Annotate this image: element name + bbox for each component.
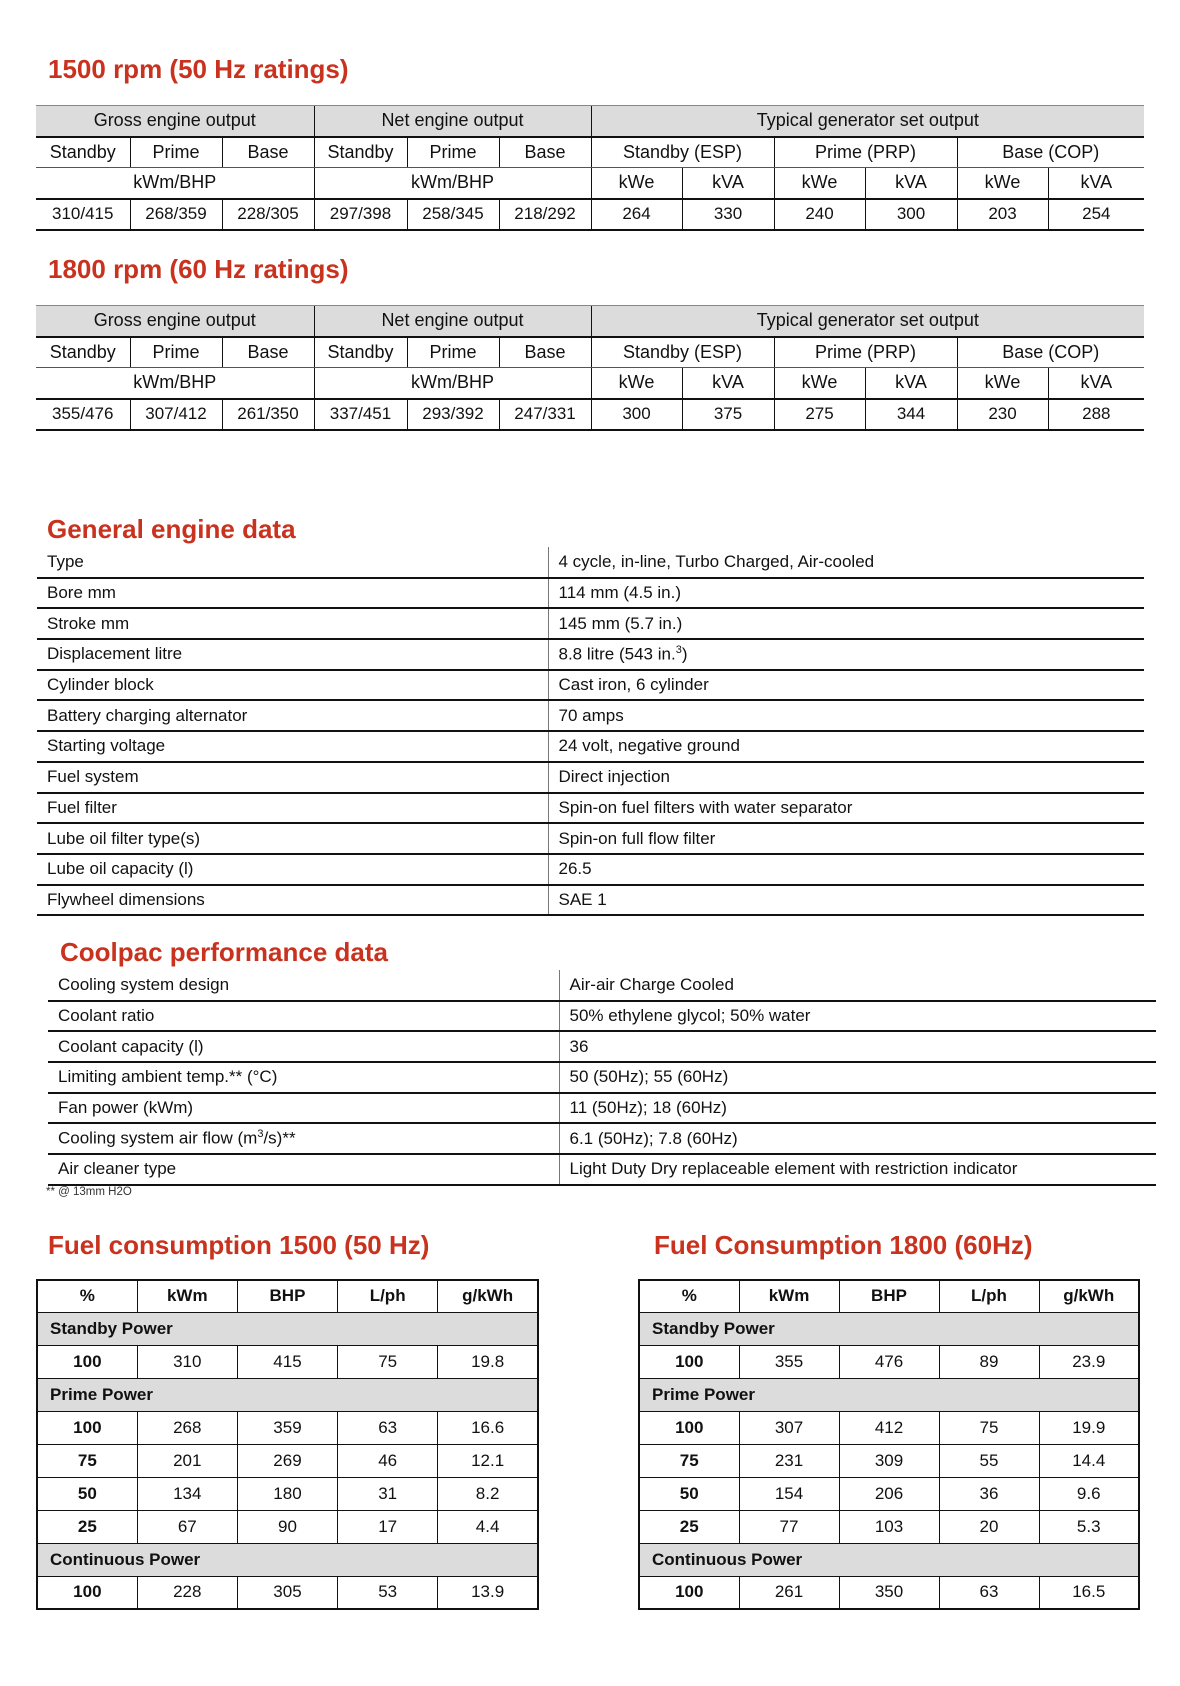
load-percent: 50: [37, 1477, 137, 1510]
spec-value: [548, 731, 1144, 762]
spec-row: [48, 1123, 1156, 1154]
spec-label-text: Limiting ambient temp.** (°C): [58, 1067, 278, 1087]
spec-value-text: 50% ethylene glycol; 50% water: [569, 1006, 811, 1026]
spec-value-text: Spin-on fuel filters with water separator: [558, 797, 853, 817]
spec-value: [548, 547, 1144, 578]
group-header: Net engine output: [314, 306, 591, 337]
rating-value: 218/292: [499, 199, 591, 230]
table-cell: 412: [839, 1411, 939, 1444]
power-section-row: [639, 1312, 1139, 1345]
unit-header: kVA: [865, 168, 957, 199]
spec-label-text: Stroke mm: [47, 613, 130, 633]
column-header: %: [37, 1280, 137, 1312]
load-percent: 25: [639, 1510, 739, 1543]
table-cell: 228: [137, 1576, 237, 1609]
table-cell: 269: [237, 1444, 337, 1477]
spec-value: [548, 578, 1144, 609]
spec-label-text: Battery charging alternator: [47, 705, 248, 725]
table-cell: 154: [739, 1477, 839, 1510]
table-cell: 14.4: [1039, 1444, 1139, 1477]
spec-label: [48, 1123, 559, 1154]
spec-value-text: 70 amps: [558, 705, 624, 725]
spec-row: [37, 854, 1144, 885]
mode-header: Prime: [407, 337, 499, 368]
group-header: Gross engine output: [36, 306, 314, 337]
column-header: g/kWh: [438, 1280, 538, 1312]
spec-row: [48, 1062, 1156, 1093]
spec-value: [548, 762, 1144, 793]
power-section-row: [37, 1378, 538, 1411]
group-header: Net engine output: [314, 106, 591, 137]
spec-value-text: 11 (50Hz); 18 (60Hz): [569, 1098, 727, 1118]
mode-header: Standby: [36, 337, 130, 368]
rating-value: 330: [682, 199, 774, 230]
spec-value: [548, 670, 1144, 701]
spec-label: [37, 854, 548, 885]
table-row: [639, 1345, 1139, 1378]
general-engine-data-table: [37, 547, 1144, 916]
rating-value: 300: [865, 199, 957, 230]
coolpac-title: Coolpac performance data: [60, 937, 388, 967]
rating-value: 293/392: [407, 399, 499, 430]
spec-row: [48, 1001, 1156, 1032]
mode-header: Base: [222, 137, 314, 168]
fuel-60hz-table: [638, 1279, 1140, 1610]
spec-label-text: Flywheel dimensions: [47, 889, 205, 909]
power-section-label: Standby Power: [639, 1312, 1139, 1345]
table-cell: 75: [338, 1345, 438, 1378]
spec-label: [37, 578, 548, 609]
table-cell: 23.9: [1039, 1345, 1139, 1378]
spec-value: [548, 700, 1144, 731]
spec-value-text: Light Duty Dry replaceable element with restriction indicator: [569, 1159, 1018, 1179]
spec-label: [48, 1093, 559, 1124]
spec-row: [48, 1093, 1156, 1124]
spec-value-text: 114 mm (4.5 in.): [558, 583, 682, 603]
rating-value: 258/345: [407, 199, 499, 230]
spec-row: [37, 639, 1144, 670]
rating-value: 375: [682, 399, 774, 430]
spec-label: [37, 608, 548, 639]
unit-header: kVA: [865, 368, 957, 399]
column-header: kWm: [739, 1280, 839, 1312]
table-cell: 180: [237, 1477, 337, 1510]
power-section-row: [639, 1543, 1139, 1576]
table-cell: 12.1: [438, 1444, 538, 1477]
table-row: [639, 1444, 1139, 1477]
spec-label: [48, 970, 559, 1001]
load-percent: 100: [639, 1576, 739, 1609]
spec-value: [548, 793, 1144, 824]
unit-header: kWm/BHP: [314, 168, 591, 199]
spec-value-text: Cast iron, 6 cylinder: [558, 675, 709, 695]
table-cell: 17: [338, 1510, 438, 1543]
spec-row: [37, 547, 1144, 578]
spec-label: [37, 885, 548, 916]
rating-value: 247/331: [499, 399, 591, 430]
unit-header: kWe: [591, 368, 682, 399]
spec-label: [37, 639, 548, 670]
rating-value: 228/305: [222, 199, 314, 230]
load-percent: 100: [37, 1411, 137, 1444]
spec-label: [48, 1154, 559, 1185]
spec-value-text: Spin-on full flow filter: [558, 828, 716, 848]
table-row: [37, 1576, 538, 1609]
table-cell: 20: [939, 1510, 1039, 1543]
group-header: Typical generator set output: [591, 106, 1144, 137]
table-cell: 89: [939, 1345, 1039, 1378]
table-cell: 355: [739, 1345, 839, 1378]
table-cell: 350: [839, 1576, 939, 1609]
mode-header: Base: [499, 337, 591, 368]
superscript: 3: [257, 1128, 264, 1141]
rating-value: 275: [774, 399, 865, 430]
unit-header: kWe: [774, 168, 865, 199]
mode-header: Standby (ESP): [591, 337, 774, 368]
spec-value-text: 24 volt, negative ground: [558, 736, 740, 756]
column-header: L/ph: [338, 1280, 438, 1312]
spec-value-text: 145 mm (5.7 in.): [558, 613, 683, 633]
mode-header: Prime: [130, 337, 222, 368]
spec-label: [37, 700, 548, 731]
spec-label-text: Displacement litre: [47, 644, 183, 664]
unit-header: kVA: [682, 368, 774, 399]
fuel-50hz-title: Fuel consumption 1500 (50 Hz): [48, 1230, 430, 1260]
power-section-label: Prime Power: [37, 1378, 538, 1411]
spec-label: [48, 1001, 559, 1032]
column-header: kWm: [137, 1280, 237, 1312]
spec-label-text: Fan power (kWm): [58, 1098, 194, 1118]
spec-value-text: 36: [569, 1036, 589, 1056]
spec-label-text: Coolant ratio: [58, 1006, 155, 1026]
column-header: %: [639, 1280, 739, 1312]
spec-value: [548, 608, 1144, 639]
spec-value-text: SAE 1: [558, 889, 607, 909]
load-percent: 25: [37, 1510, 137, 1543]
spec-value-text: 26.5: [558, 859, 592, 879]
mode-header: Prime: [407, 137, 499, 168]
mode-header: Standby: [36, 137, 130, 168]
rating-value: 268/359: [130, 199, 222, 230]
mode-header: Base (COP): [957, 337, 1144, 368]
spec-label: [48, 1031, 559, 1062]
unit-header: kVA: [1048, 368, 1144, 399]
power-section-label: Prime Power: [639, 1378, 1139, 1411]
spec-value: [559, 1154, 1156, 1185]
table-cell: 36: [939, 1477, 1039, 1510]
spec-label: [37, 547, 548, 578]
unit-header: kWe: [957, 168, 1048, 199]
table-cell: 476: [839, 1345, 939, 1378]
table-cell: 268: [137, 1411, 237, 1444]
mode-header: Prime: [130, 137, 222, 168]
table-cell: 13.9: [438, 1576, 538, 1609]
rating-value: 307/412: [130, 399, 222, 430]
table-cell: 31: [338, 1477, 438, 1510]
spec-value-text: 50 (50Hz); 55 (60Hz): [569, 1067, 729, 1087]
spec-label-suffix: /s)**: [263, 1129, 296, 1149]
superscript: 3: [675, 644, 682, 657]
coolpac-table: [48, 970, 1156, 1186]
spec-row: [37, 731, 1144, 762]
load-percent: 75: [639, 1444, 739, 1477]
table-cell: 77: [739, 1510, 839, 1543]
table-row: [37, 1510, 538, 1543]
spec-value: [559, 1031, 1156, 1062]
spec-label-text: Cooling system design: [58, 974, 230, 994]
spec-row: [37, 700, 1144, 731]
mode-header: Prime (PRP): [774, 337, 957, 368]
spec-value: [559, 1062, 1156, 1093]
table-cell: 9.6: [1039, 1477, 1139, 1510]
general-engine-data-title: General engine data: [47, 514, 296, 544]
spec-label-text: Lube oil filter type(s): [47, 828, 201, 848]
ratings-50hz-title: 1500 rpm (50 Hz ratings): [48, 54, 349, 84]
ratings-60hz-table: [36, 305, 1144, 431]
spec-label-text: Fuel system: [47, 767, 139, 787]
rating-value: 337/451: [314, 399, 407, 430]
spec-row: [37, 670, 1144, 701]
power-section-row: [37, 1543, 538, 1576]
table-cell: 55: [939, 1444, 1039, 1477]
unit-header: kVA: [682, 168, 774, 199]
spec-value-suffix: ): [681, 644, 688, 664]
rating-value: 230: [957, 399, 1048, 430]
load-percent: 100: [639, 1345, 739, 1378]
table-row: [639, 1576, 1139, 1609]
power-section-label: Continuous Power: [639, 1543, 1139, 1576]
table-cell: 307: [739, 1411, 839, 1444]
spec-value: [548, 639, 1144, 670]
table-cell: 63: [939, 1576, 1039, 1609]
spec-label: [37, 670, 548, 701]
unit-header: kWm/BHP: [36, 168, 314, 199]
spec-label-text: Fuel filter: [47, 797, 117, 817]
table-row: [37, 1477, 538, 1510]
unit-header: kWe: [774, 368, 865, 399]
spec-row: [37, 578, 1144, 609]
power-section-row: [639, 1378, 1139, 1411]
mode-header: Base: [499, 137, 591, 168]
column-header: g/kWh: [1039, 1280, 1139, 1312]
load-percent: 50: [639, 1477, 739, 1510]
unit-header: kWe: [591, 168, 682, 199]
spec-row: [37, 793, 1144, 824]
table-cell: 46: [338, 1444, 438, 1477]
group-header: Gross engine output: [36, 106, 314, 137]
spec-value-text: Air-air Charge Cooled: [569, 974, 734, 994]
mode-header: Prime (PRP): [774, 137, 957, 168]
spec-label: [48, 1062, 559, 1093]
table-cell: 19.9: [1039, 1411, 1139, 1444]
ratings-50hz-table: [36, 105, 1144, 231]
rating-value: 297/398: [314, 199, 407, 230]
spec-row: [48, 1154, 1156, 1185]
spec-row: [37, 823, 1144, 854]
table-row: [37, 1444, 538, 1477]
power-section-row: [37, 1312, 538, 1345]
rating-value: 344: [865, 399, 957, 430]
table-row: [639, 1411, 1139, 1444]
rating-value: 254: [1048, 199, 1144, 230]
spec-row: [48, 1031, 1156, 1062]
group-header: Typical generator set output: [591, 306, 1144, 337]
mode-header: Standby: [314, 337, 407, 368]
table-cell: 231: [739, 1444, 839, 1477]
load-percent: 100: [37, 1576, 137, 1609]
table-cell: 19.8: [438, 1345, 538, 1378]
spec-value: [559, 1001, 1156, 1032]
rating-value: 240: [774, 199, 865, 230]
fuel-60hz-title: Fuel Consumption 1800 (60Hz): [654, 1230, 1033, 1260]
fuel-header-row: [37, 1280, 538, 1312]
table-cell: 90: [237, 1510, 337, 1543]
column-header: L/ph: [939, 1280, 1039, 1312]
load-percent: 100: [37, 1345, 137, 1378]
rating-value: 288: [1048, 399, 1144, 430]
fuel-header-row: [639, 1280, 1139, 1312]
unit-header: kWe: [957, 368, 1048, 399]
table-cell: 305: [237, 1576, 337, 1609]
power-section-label: Continuous Power: [37, 1543, 538, 1576]
table-cell: 309: [839, 1444, 939, 1477]
table-cell: 67: [137, 1510, 237, 1543]
rating-value: 261/350: [222, 399, 314, 430]
unit-header: kWm/BHP: [36, 368, 314, 399]
spec-row: [37, 762, 1144, 793]
spec-label-text: Cylinder block: [47, 675, 154, 695]
table-cell: 8.2: [438, 1477, 538, 1510]
table-row: [37, 1411, 538, 1444]
table-cell: 4.4: [438, 1510, 538, 1543]
spec-value: [559, 1093, 1156, 1124]
table-cell: 359: [237, 1411, 337, 1444]
spec-value: [559, 970, 1156, 1001]
table-cell: 134: [137, 1477, 237, 1510]
spec-label-text: Starting voltage: [47, 736, 166, 756]
spec-row: [37, 608, 1144, 639]
spec-label: [37, 762, 548, 793]
fuel-50hz-table: [36, 1279, 539, 1610]
rating-value: 264: [591, 199, 682, 230]
power-section-label: Standby Power: [37, 1312, 538, 1345]
spec-value-text: 4 cycle, in-line, Turbo Charged, Air-cooled: [558, 551, 875, 571]
table-cell: 201: [137, 1444, 237, 1477]
mode-header: Base (COP): [957, 137, 1144, 168]
spec-value: [559, 1123, 1156, 1154]
mode-header: Base: [222, 337, 314, 368]
spec-row: [37, 885, 1144, 916]
spec-value-text: Direct injection: [558, 767, 670, 787]
spec-value: [548, 854, 1144, 885]
table-cell: 206: [839, 1477, 939, 1510]
spec-label-text: Bore mm: [47, 583, 116, 603]
table-cell: 261: [739, 1576, 839, 1609]
table-cell: 310: [137, 1345, 237, 1378]
unit-header: kWm/BHP: [314, 368, 591, 399]
rating-value: 300: [591, 399, 682, 430]
spec-value: [548, 823, 1144, 854]
spec-label-text: Coolant capacity (l): [58, 1036, 204, 1056]
load-percent: 75: [37, 1444, 137, 1477]
table-row: [639, 1477, 1139, 1510]
spec-label: [37, 793, 548, 824]
table-cell: 53: [338, 1576, 438, 1609]
table-cell: 5.3: [1039, 1510, 1139, 1543]
rating-value: 203: [957, 199, 1048, 230]
coolpac-footnote: ** @ 13mm H2O: [46, 1186, 132, 1198]
spec-row: [48, 970, 1156, 1001]
table-cell: 75: [939, 1411, 1039, 1444]
spec-label-text: Lube oil capacity (l): [47, 859, 194, 879]
table-cell: 415: [237, 1345, 337, 1378]
spec-value: [548, 885, 1144, 916]
load-percent: 100: [639, 1411, 739, 1444]
table-cell: 103: [839, 1510, 939, 1543]
table-cell: 63: [338, 1411, 438, 1444]
ratings-60hz-title: 1800 rpm (60 Hz ratings): [48, 254, 349, 284]
spec-label-text: Air cleaner type: [58, 1159, 177, 1179]
rating-value: 355/476: [36, 399, 130, 430]
spec-value-text: 8.8 litre (543 in.: [558, 644, 676, 664]
column-header: BHP: [839, 1280, 939, 1312]
spec-label: [37, 731, 548, 762]
mode-header: Standby (ESP): [591, 137, 774, 168]
unit-header: kVA: [1048, 168, 1144, 199]
table-cell: 16.6: [438, 1411, 538, 1444]
table-row: [639, 1510, 1139, 1543]
spec-label-text: Cooling system air flow (m: [58, 1129, 258, 1149]
spec-value-text: 6.1 (50Hz); 7.8 (60Hz): [569, 1128, 738, 1148]
table-row: [37, 1345, 538, 1378]
table-cell: 16.5: [1039, 1576, 1139, 1609]
spec-label-text: Type: [47, 551, 84, 571]
rating-value: 310/415: [36, 199, 130, 230]
spec-label: [37, 823, 548, 854]
mode-header: Standby: [314, 137, 407, 168]
column-header: BHP: [237, 1280, 337, 1312]
